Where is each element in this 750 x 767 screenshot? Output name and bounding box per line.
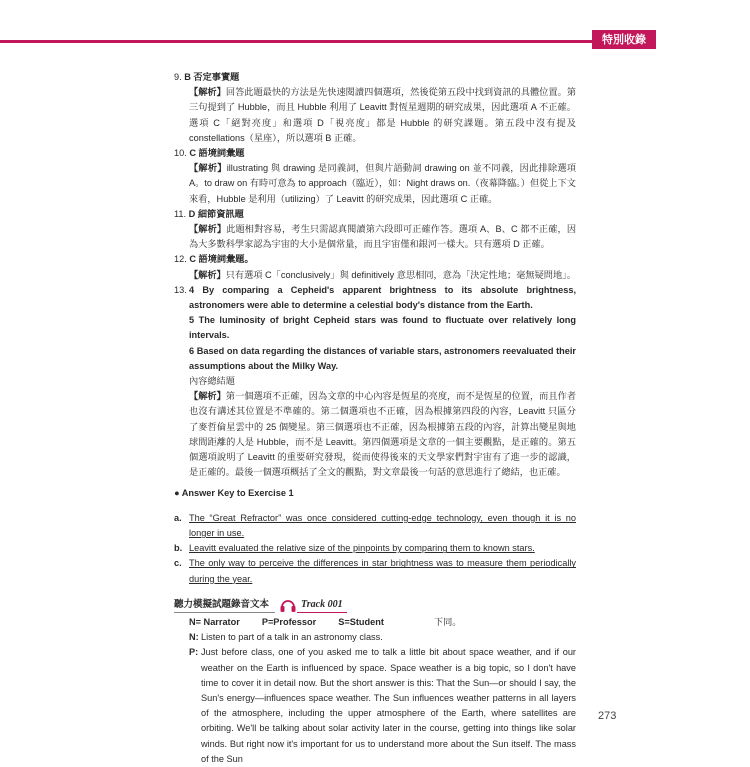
question-number: 11. <box>174 208 187 219</box>
script-header <box>174 595 576 615</box>
answer-key-label: c. <box>174 558 182 569</box>
answer-key-label: b. <box>174 543 183 554</box>
question-10 <box>174 146 576 161</box>
headphones-icon <box>279 597 297 613</box>
speaker-label: N: <box>189 632 199 643</box>
answer-key-text: The only way to perceive the differences in star brightness was to measure them periodically during the year. <box>189 558 576 584</box>
question-answer: B 否定事實題 <box>184 72 240 82</box>
analysis-tag: 【解析】 <box>189 224 227 235</box>
script-line <box>174 645 576 767</box>
summary-choice-6: 6 Based on data regarding the distances of variable stars, astronomers reevaluated their assumptions about the Milky Way. <box>189 345 576 371</box>
answer-key-item <box>174 556 576 586</box>
question-number: 10. <box>174 148 187 159</box>
analysis-text: 只有選項 C「conclusively」與 definitively 意思相同，意為「決定性地；毫無疑問地」。 <box>225 269 576 280</box>
speaker-legend <box>174 615 576 630</box>
analysis-tag: 【解析】 <box>189 87 226 98</box>
analysis-tag: 【解析】 <box>189 163 227 174</box>
answer-key-label: a. <box>174 512 182 523</box>
analysis-text: illustrating 與 drawing 是同義詞，但與片語動詞 drawing on 並不同義，因此排除選項 A。to draw on 有時可意為 to approach（臨近），如：Night draws on.（夜幕降臨。）但從上下文來看，Hubble 是利用（utilizing）了 Leavitt 的研究成果，因此選項 C 正確。 <box>189 163 577 204</box>
page-content <box>174 70 576 767</box>
question-answer: C 語境詞彙題 <box>189 148 245 159</box>
question-number: 12. <box>174 254 187 265</box>
question-12-analysis <box>174 268 576 283</box>
legend-narrator: N= Narrator <box>189 616 240 627</box>
question-13 <box>174 283 576 313</box>
legend-student: S=Student <box>338 616 384 627</box>
analysis-text: 第一個選項不正確，因為文章的中心內容是恆星的亮度，而不是恆星的位置，而且作者也沒有講述其位置是不準確的。第二個選項也不正確，因為根據第四段的內容，Leavitt 只區分了麥哲倫星雲中的 25 個變星。第三個選項也不正確，因為根據第五段的內容，計算出變星與地球間距離的人是 Hubble，而不是 Leavitt。第四個選項是文章的一個主要觀點，是正確的。第五個選項說明了 Leavitt 的重要研究發現，從而使得後來的天文學家們對宇宙有了進一步的認識，是正確的。最後一個選項概括了全文的觀點，對文章最後一句話的意思進行了總結，也正確。 <box>189 391 577 478</box>
question-type: 內容總結題 <box>189 376 235 387</box>
analysis-tag: 【解析】 <box>189 391 226 402</box>
question-13-analysis <box>174 389 576 480</box>
question-11 <box>174 207 576 222</box>
question-9 <box>174 70 576 85</box>
question-answer: C 語境詞彙題。 <box>189 254 254 265</box>
answer-key-title: ● Answer Key to Exercise 1 <box>174 488 294 499</box>
track-label <box>279 597 347 613</box>
question-9-analysis <box>174 85 576 146</box>
summary-choice-5: 5 The luminosity of bright Cepheid stars was found to fluctuate over relatively long intervals. <box>189 315 576 341</box>
page-number: 273 <box>598 710 617 722</box>
speaker-text: Just before class, one of you asked me to talk a little bit about space weather, and if our weather on the Earth is influenced by space. Space weather is a big topic, so I don't have time to cover it in detail now. But the short answer is this: That the Sun—or should I say, the Sun's energy—influences space weather. The Sun influences weather patterns in all layers of the atmosphere, including the upper atmosphere of the Earth, where satellites are orbiting. We'll be talking about solar activity later in the course, getting into things like solar winds. But right now it's important for us to understand more about the Sun itself. The mass of the Sun <box>201 647 576 764</box>
speaker-label: P: <box>189 647 199 658</box>
question-number: 9. <box>174 72 182 82</box>
answer-key-item <box>174 511 576 541</box>
legend-note: 下同。 <box>433 616 462 627</box>
section-tab: 特別收錄 <box>592 30 656 49</box>
header-rule <box>0 40 656 43</box>
question-number: 13. <box>174 284 187 295</box>
script-title: 聽力模擬試題錄音文本 <box>174 597 275 613</box>
answer-key-text: Leavitt evaluated the relative size of the pinpoints by comparing them to known stars. <box>189 543 535 554</box>
speaker-text: Listen to part of a talk in an astronomy class. <box>201 632 383 643</box>
track-number: Track 001 <box>297 597 347 613</box>
legend-professor: P=Professor <box>261 616 317 627</box>
script-line <box>174 630 576 645</box>
analysis-tag: 【解析】 <box>189 269 226 280</box>
analysis-text: 回答此題最快的方法是先快速閱讀四個選項，然後從第五段中找到資訊的具體位置。第三句提到了 Hubble，而且 Hubble 利用了 Leavitt 對恆星週期的研究成果，因此選項 A 不正確。選項 C「絕對亮度」和選項 D「視亮度」都是 Hubble 的研究課題。第五段中沒有提及 constellations（星座），所以選項 B 正確。 <box>189 87 577 143</box>
question-11-analysis <box>174 222 576 252</box>
question-10-analysis <box>174 161 576 207</box>
question-12 <box>174 252 576 267</box>
answer-key-item <box>174 541 576 556</box>
question-answer: D 細節資訊題 <box>188 208 244 219</box>
summary-choice-4: 4 By comparing a Cepheid's apparent brightness to its absolute brightness, astronomers were able to determine a celestial body's distance from the Earth. <box>189 284 576 311</box>
answer-key-text: The “Great Refractor” was once considered cutting-edge technology, even though it is no longer in use. <box>189 512 576 539</box>
analysis-text: 此題相對容易，考生只需認真閱讀第六段即可正確作答。選項 A、B、C 都不正確，因為大多數科學家認為宇宙的大小是個常量，而且宇宙僅和銀河一樣大。只有選項 D 正確。 <box>189 224 577 250</box>
